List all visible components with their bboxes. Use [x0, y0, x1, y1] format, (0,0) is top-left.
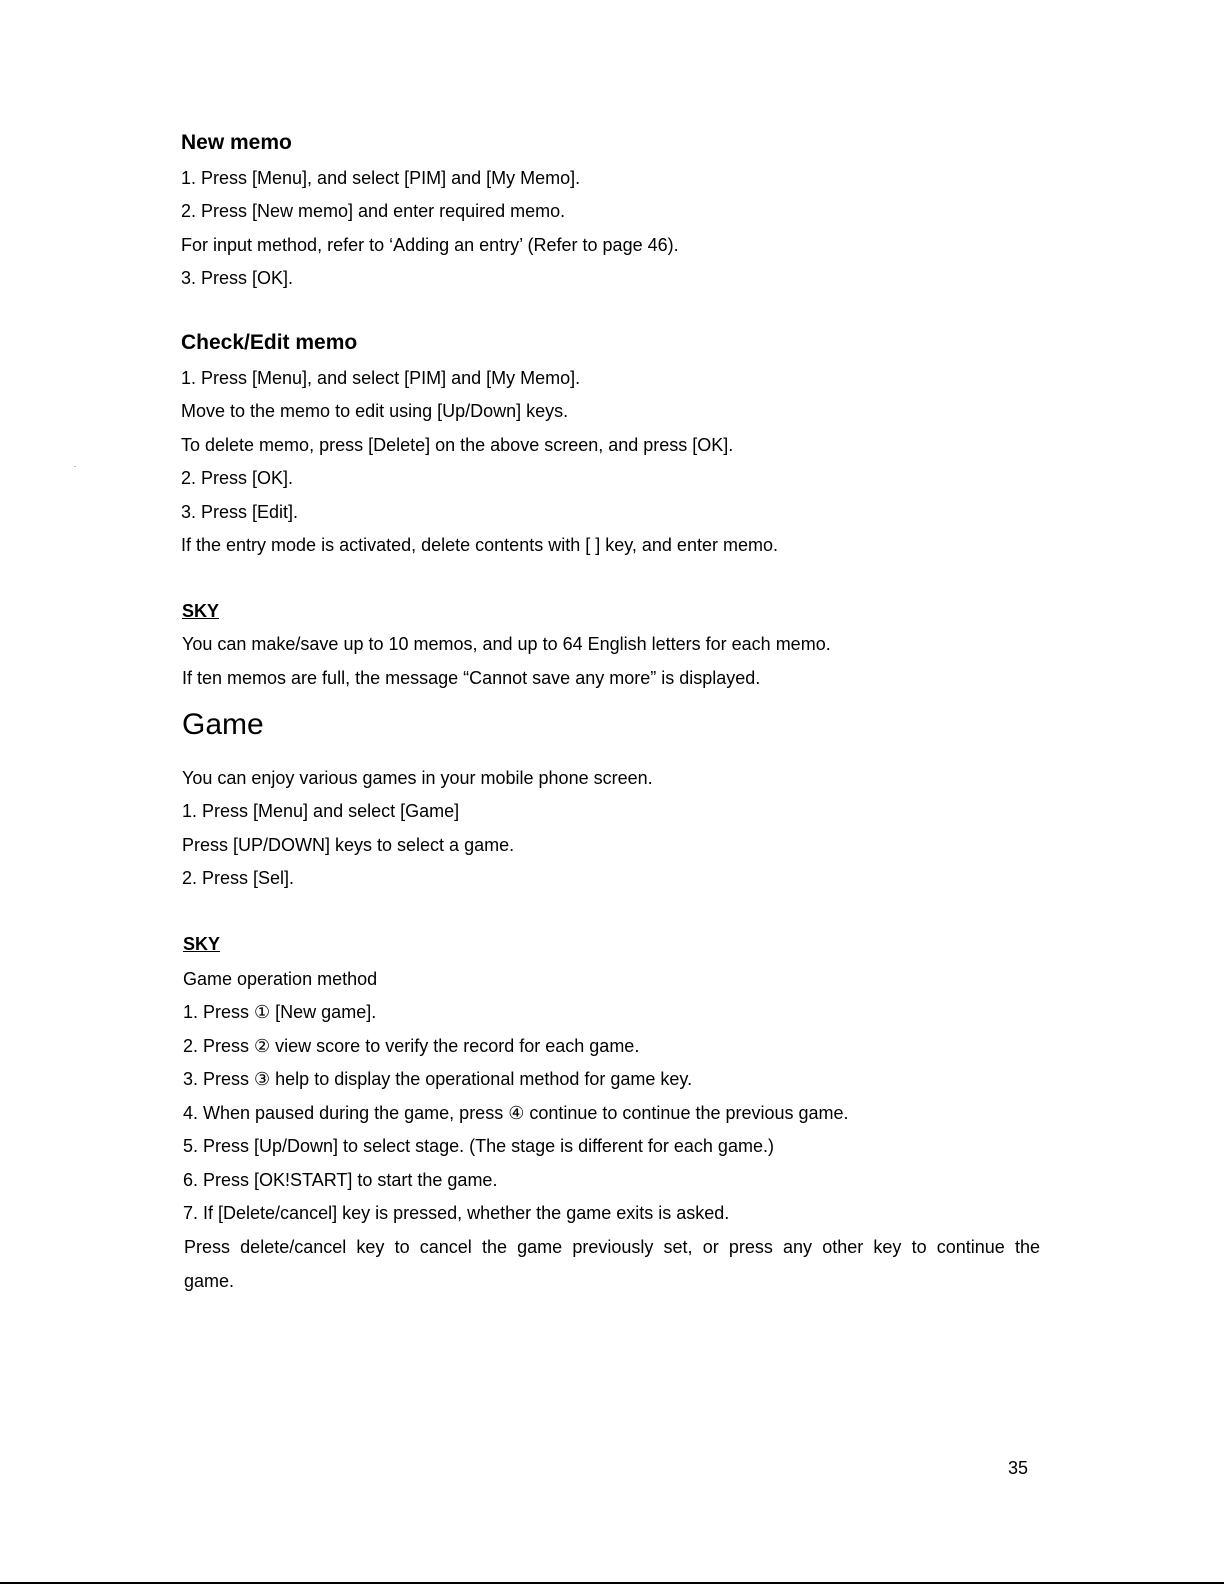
check-edit-line: If the entry mode is activated, delete contents with [ ] key, and enter memo.	[181, 535, 778, 555]
game-line: Press [UP/DOWN] keys to select a game.	[182, 835, 515, 855]
sky-memo-line: You can make/save up to 10 memos, and up to 64 English letters for each memo.	[182, 634, 831, 654]
check-edit-line: 2. Press [OK].	[181, 468, 294, 488]
check-edit-line: To delete memo, press [Delete] on the above screen, and press [OK].	[181, 435, 734, 455]
check-edit-line: 3. Press [Edit].	[181, 502, 299, 522]
game-heading: Game	[182, 708, 264, 741]
sky-game-line: 1. Press ① [New game].	[183, 1002, 377, 1022]
sky-game-line: 3. Press ③ help to display the operational method for game key.	[183, 1069, 693, 1089]
sky-memo-label: SKY	[182, 601, 220, 621]
game-line: You can enjoy various games in your mobile phone screen.	[182, 768, 653, 788]
sky-memo-line: If ten memos are full, the message “Cannot save any more” is displayed.	[182, 668, 761, 688]
new-memo-line: 2. Press [New memo] and enter required memo.	[181, 201, 566, 221]
sky-game-line: 6. Press [OK!START] to start the game.	[183, 1170, 498, 1190]
game-line: 1. Press [Menu] and select [Game]	[182, 801, 460, 821]
game-line: 2. Press [Sel].	[182, 868, 295, 888]
sky-game-label: SKY	[183, 934, 221, 954]
sky-game-line: 7. If [Delete/cancel] key is pressed, whether the game exits is asked.	[183, 1203, 730, 1223]
sky-game-line: 4. When paused during the game, press ④ continue to continue the previous game.	[183, 1103, 849, 1123]
page-number: 35	[1008, 1458, 1029, 1478]
margin-mark	[74, 466, 76, 467]
sky-game-closing-line-2: game.	[184, 1271, 235, 1291]
check-edit-memo-heading: Check/Edit memo	[181, 331, 358, 354]
new-memo-heading: New memo	[181, 131, 292, 154]
new-memo-line: 1. Press [Menu], and select [PIM] and [My Memo].	[181, 168, 581, 188]
sky-game-line: Game operation method	[183, 969, 378, 989]
sky-game-line: 2. Press ② view score to verify the record for each game.	[183, 1036, 640, 1056]
sky-game-line: 5. Press [Up/Down] to select stage. (The stage is different for each game.)	[183, 1136, 774, 1156]
new-memo-line: For input method, refer to ‘Adding an entry’ (Refer to page 46).	[181, 235, 679, 255]
new-memo-line: 3. Press [OK].	[181, 268, 294, 288]
check-edit-line: Move to the memo to edit using [Up/Down] keys.	[181, 401, 569, 421]
check-edit-line: 1. Press [Menu], and select [PIM] and [My Memo].	[181, 368, 581, 388]
sky-game-closing-line: Press delete/cancel key to cancel the game previously set, or press any other key to continue the	[184, 1237, 1040, 1257]
